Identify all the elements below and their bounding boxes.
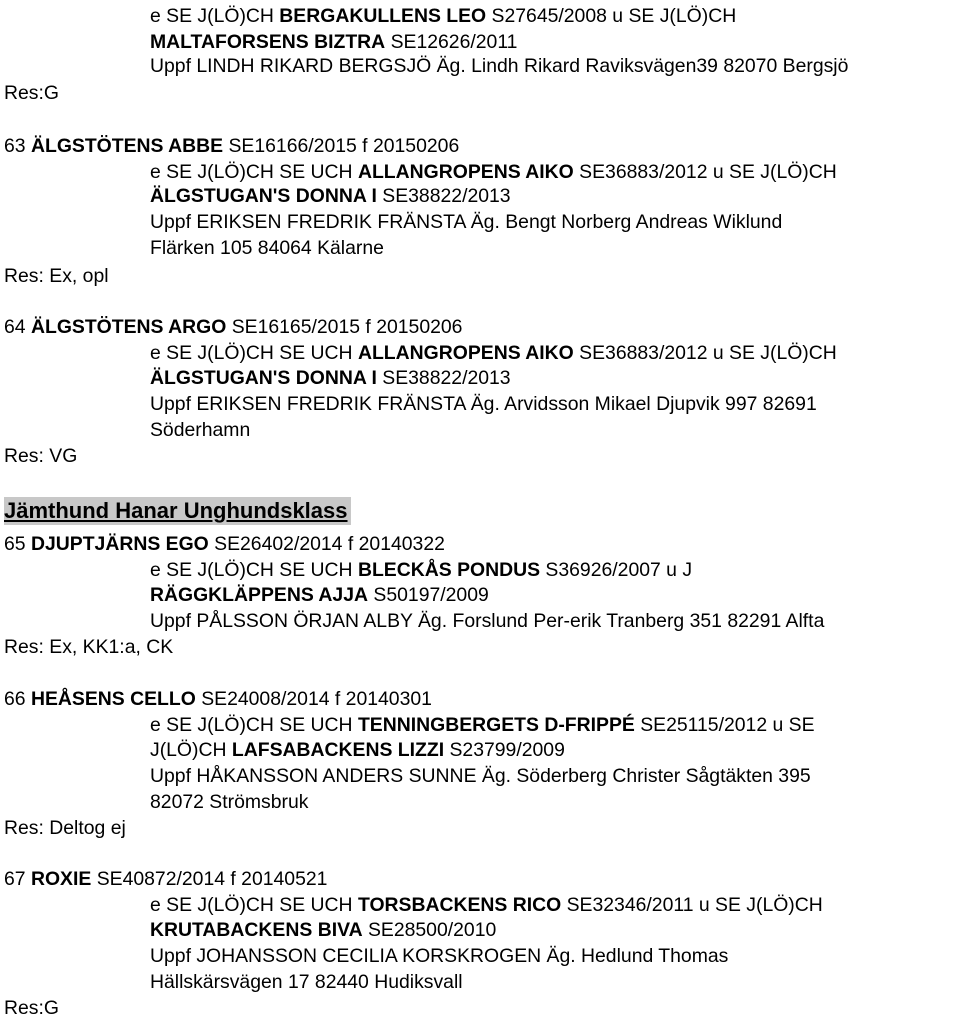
owner-address-line: Söderhamn <box>150 419 251 441</box>
dam-line: ÄLGSTUGAN'S DONNA I SE38822/2013 <box>150 367 511 389</box>
entry-header: 63 ÄLGSTÖTENS ABBE SE16166/2015 f 20150206 <box>4 135 460 157</box>
result-line: Res: VG <box>4 445 78 467</box>
breeder-owner-line: Uppf HÅKANSSON ANDERS SUNNE Äg. Söderberg Christer Sågtäkten 395 <box>150 765 811 787</box>
sire-dam-line: e SE J(LÖ)CH SE UCH TENNINGBERGETS D-FRIPPÉ SE25115/2012 u SE <box>150 714 815 736</box>
section-header: Jämthund Hanar Unghundsklass <box>4 497 351 525</box>
entry-header: 64 ÄLGSTÖTENS ARGO SE16165/2015 f 20150206 <box>4 316 463 338</box>
breeder-owner-line: Uppf LINDH RIKARD BERGSJÖ Äg. Lindh Rikard Raviksvägen39 82070 Bergsjö <box>150 55 849 77</box>
result-line: Res:G <box>4 82 59 104</box>
sire-dam-line: e SE J(LÖ)CH SE UCH BLECKÅS PONDUS S36926/2007 u J <box>150 559 693 581</box>
result-line: Res: Ex, opl <box>4 265 109 287</box>
dam-line: RÄGGKLÄPPENS AJJA S50197/2009 <box>150 584 489 606</box>
entry-header: 65 DJUPTJÄRNS EGO SE26402/2014 f 20140322 <box>4 533 445 555</box>
breeder-owner-line: Uppf ERIKSEN FREDRIK FRÄNSTA Äg. Bengt Norberg Andreas Wiklund <box>150 211 783 233</box>
owner-address-line: Hällskärsvägen 17 82440 Hudiksvall <box>150 971 463 993</box>
owner-address-line: Flärken 105 84064 Kälarne <box>150 237 384 259</box>
result-line: Res:G <box>4 997 59 1019</box>
sire-dam-line: e SE J(LÖ)CH BERGAKULLENS LEO S27645/2008 u SE J(LÖ)CH <box>150 5 737 27</box>
dam-line: MALTAFORSENS BIZTRA SE12626/2011 <box>150 31 518 53</box>
dam-line: J(LÖ)CH LAFSABACKENS LIZZI S23799/2009 <box>150 739 565 761</box>
entry-header: 67 ROXIE SE40872/2014 f 20140521 <box>4 868 328 890</box>
breeder-owner-line: Uppf PÅLSSON ÖRJAN ALBY Äg. Forslund Per-erik Tranberg 351 82291 Alfta <box>150 610 825 632</box>
result-line: Res: Deltog ej <box>4 817 126 839</box>
sire-dam-line: e SE J(LÖ)CH SE UCH ALLANGROPENS AIKO SE36883/2012 u SE J(LÖ)CH <box>150 342 837 364</box>
entry-header: 66 HEÅSENS CELLO SE24008/2014 f 20140301 <box>4 688 432 710</box>
dam-line: KRUTABACKENS BIVA SE28500/2010 <box>150 919 497 941</box>
result-line: Res: Ex, KK1:a, CK <box>4 636 174 658</box>
dam-line: ÄLGSTUGAN'S DONNA I SE38822/2013 <box>150 185 511 207</box>
sire-dam-line: e SE J(LÖ)CH SE UCH ALLANGROPENS AIKO SE36883/2012 u SE J(LÖ)CH <box>150 161 837 183</box>
breeder-owner-line: Uppf ERIKSEN FREDRIK FRÄNSTA Äg. Arvidsson Mikael Djupvik 997 82691 <box>150 393 817 415</box>
breeder-owner-line: Uppf JOHANSSON CECILIA KORSKROGEN Äg. Hedlund Thomas <box>150 945 729 967</box>
owner-address-line: 82072 Strömsbruk <box>150 791 309 813</box>
sire-dam-line: e SE J(LÖ)CH SE UCH TORSBACKENS RICO SE32346/2011 u SE J(LÖ)CH <box>150 894 823 916</box>
